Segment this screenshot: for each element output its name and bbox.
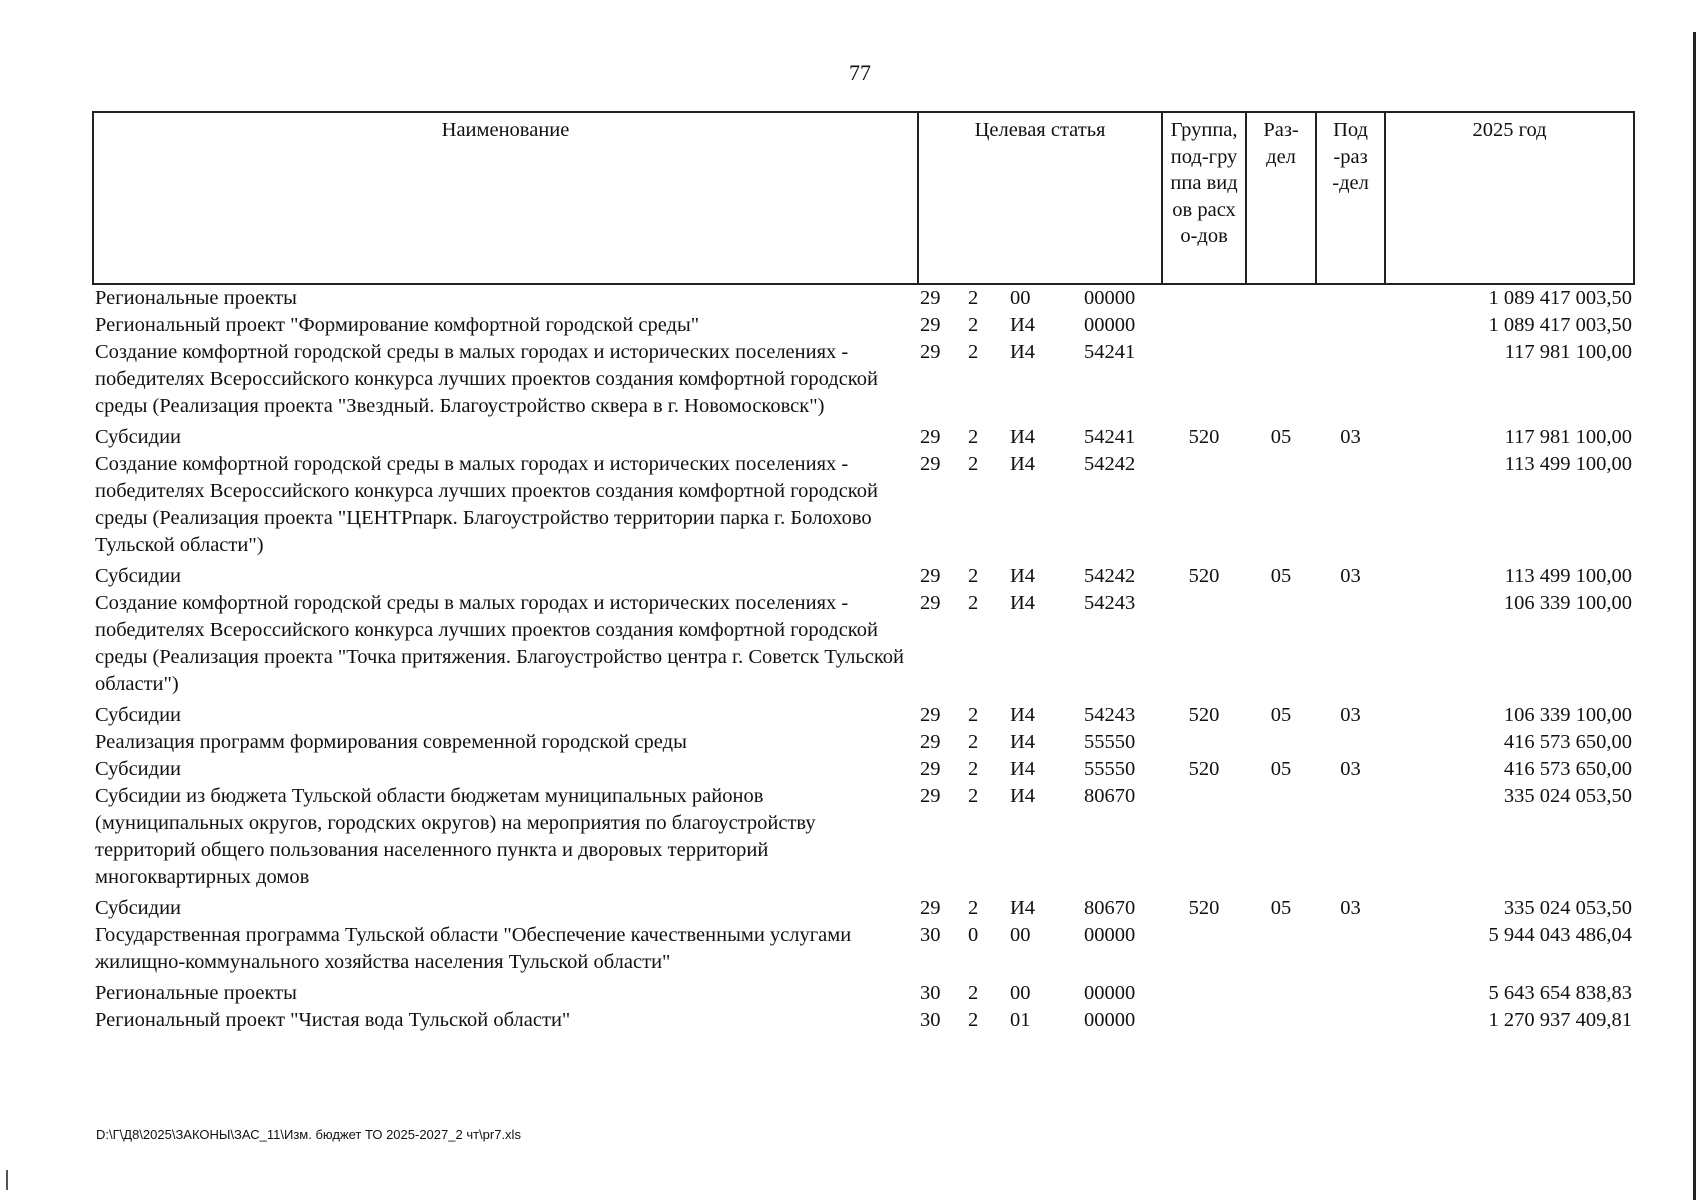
row-section — [1246, 922, 1316, 980]
row-group: 520 — [1188, 426, 1220, 448]
table-row — [93, 563, 1634, 590]
row-code-project: И4 — [1010, 731, 1036, 753]
table-row — [93, 451, 1634, 563]
row-code-project: И4 — [1010, 897, 1036, 919]
row-code-direction: 54242 — [1084, 565, 1136, 587]
row-code-program: 30 — [920, 1009, 941, 1031]
row-subsection: 03 — [1340, 897, 1361, 919]
row-amount: 113 499 100,00 — [1504, 565, 1633, 587]
table-row — [93, 756, 1634, 783]
row-code-subprogram: 2 — [968, 1009, 979, 1031]
row-section — [1246, 590, 1316, 702]
row-name: Субсидии из бюджета Тульской области бюджетам муниципальных районов (муниципальных округов, городских округов) на мероприятия по благоустройству территорий общего пользования населенного пункта и дворовых территорий многоквартирных домов — [95, 785, 816, 888]
row-name: Региональный проект "Формирование комфортной городской среды" — [95, 314, 700, 336]
row-amount: 1 089 417 003,50 — [1488, 314, 1633, 336]
header-name: Наименование — [93, 112, 918, 284]
table-row — [93, 922, 1634, 980]
row-group: 520 — [1188, 565, 1220, 587]
row-code-project: 00 — [1010, 924, 1031, 946]
row-section — [1246, 1007, 1316, 1034]
row-section: 05 — [1270, 897, 1292, 919]
row-section: 05 — [1270, 758, 1292, 780]
row-subsection: 03 — [1340, 704, 1361, 726]
row-subsection — [1316, 451, 1385, 563]
header-section-text: Раз-дел — [1263, 119, 1299, 168]
row-section — [1246, 980, 1316, 1007]
row-code-program: 29 — [920, 426, 941, 448]
row-subsection — [1316, 922, 1385, 980]
row-code-program: 29 — [920, 592, 941, 614]
row-code-direction: 00000 — [1084, 287, 1136, 309]
row-subsection — [1316, 1007, 1385, 1034]
row-code-project: 00 — [1010, 287, 1031, 309]
row-section — [1246, 312, 1316, 339]
row-group — [1162, 1007, 1246, 1034]
row-name: Субсидии — [95, 426, 182, 448]
row-code-project: И4 — [1010, 758, 1036, 780]
row-code-subprogram: 2 — [968, 785, 979, 807]
row-code-program: 29 — [920, 287, 941, 309]
row-name: Региональный проект "Чистая вода Тульской области" — [95, 1009, 571, 1031]
row-code-project: И4 — [1010, 785, 1036, 807]
row-section — [1246, 729, 1316, 756]
row-code-direction: 55550 — [1084, 758, 1136, 780]
row-subsection — [1316, 284, 1385, 312]
header-group-text: Группа, под-группа видов расхо-дов — [1170, 119, 1238, 247]
row-code-project: И4 — [1010, 704, 1036, 726]
table-row — [93, 702, 1634, 729]
row-section — [1246, 451, 1316, 563]
row-section: 05 — [1270, 565, 1292, 587]
row-section: 05 — [1270, 704, 1292, 726]
table-row — [93, 729, 1634, 756]
row-code-program: 29 — [920, 758, 941, 780]
row-code-project: И4 — [1010, 592, 1036, 614]
row-name: Субсидии — [95, 565, 182, 587]
row-name: Субсидии — [95, 897, 182, 919]
row-amount: 106 339 100,00 — [1503, 592, 1633, 614]
row-code-program: 29 — [920, 314, 941, 336]
row-amount: 335 024 053,50 — [1503, 785, 1633, 807]
row-group — [1162, 451, 1246, 563]
row-group — [1162, 783, 1246, 895]
row-subsection — [1316, 729, 1385, 756]
row-amount: 1 270 937 409,81 — [1488, 1009, 1633, 1031]
table-row — [93, 1007, 1634, 1034]
table-row — [93, 284, 1634, 312]
row-code-program: 29 — [920, 341, 941, 363]
row-group: 520 — [1188, 758, 1220, 780]
row-code-subprogram: 2 — [968, 341, 979, 363]
row-code-subprogram: 2 — [968, 731, 979, 753]
row-section — [1246, 284, 1316, 312]
row-group — [1162, 590, 1246, 702]
row-code-program: 30 — [920, 982, 941, 1004]
row-section — [1246, 339, 1316, 424]
row-amount: 416 573 650,00 — [1503, 758, 1633, 780]
row-code-direction: 54243 — [1084, 704, 1136, 726]
row-code-subprogram: 2 — [968, 704, 979, 726]
row-code-project: 00 — [1010, 982, 1031, 1004]
header-year: 2025 год — [1385, 112, 1634, 284]
row-name: Региональные проекты — [95, 287, 297, 309]
row-subsection — [1316, 590, 1385, 702]
row-subsection: 03 — [1340, 426, 1361, 448]
budget-table — [92, 111, 1635, 1034]
row-code-subprogram: 2 — [968, 426, 979, 448]
row-code-subprogram: 0 — [968, 924, 979, 946]
row-subsection — [1316, 783, 1385, 895]
row-amount: 335 024 053,50 — [1503, 897, 1633, 919]
row-section: 05 — [1270, 426, 1292, 448]
row-code-direction: 55550 — [1084, 731, 1136, 753]
row-amount: 1 089 417 003,50 — [1488, 287, 1633, 309]
table-header — [93, 112, 1634, 284]
row-amount: 117 981 100,00 — [1504, 426, 1633, 448]
row-code-project: 01 — [1010, 1009, 1031, 1031]
row-name: Создание комфортной городской среды в малых городах и исторических поселениях - победителях Всероссийского конкурса лучших проектов создания комфортной городской среды (Реализация проекта "ЦЕНТРпарк. Благоустройство территории парка г. Болохово Тульской области") — [95, 453, 878, 556]
row-code-program: 29 — [920, 785, 941, 807]
row-name: Создание комфортной городской среды в малых городах и исторических поселениях - победителях Всероссийского конкурса лучших проектов создания комфортной городской среды (Реализация проекта "Точка притяжения. Благоустройство центра г. Советск Тульской области") — [95, 592, 905, 695]
row-group — [1162, 312, 1246, 339]
row-code-direction: 54242 — [1084, 453, 1136, 475]
row-section — [1246, 783, 1316, 895]
row-code-program: 29 — [920, 565, 941, 587]
row-group — [1162, 980, 1246, 1007]
row-code-direction: 00000 — [1084, 982, 1136, 1004]
row-code-subprogram: 2 — [968, 287, 979, 309]
row-code-project: И4 — [1010, 453, 1036, 475]
row-amount: 113 499 100,00 — [1504, 453, 1633, 475]
row-code-direction: 00000 — [1084, 314, 1136, 336]
row-amount: 416 573 650,00 — [1503, 731, 1633, 753]
row-code-subprogram: 2 — [968, 592, 979, 614]
page-number: 77 — [849, 60, 871, 85]
table-body — [93, 284, 1634, 1034]
table-row — [93, 783, 1634, 895]
row-code-subprogram: 2 — [968, 897, 979, 919]
row-code-direction: 00000 — [1084, 924, 1136, 946]
row-group: 520 — [1188, 704, 1220, 726]
row-code-direction: 00000 — [1084, 1009, 1136, 1031]
row-group — [1162, 339, 1246, 424]
header-group — [1162, 112, 1246, 284]
row-code-direction: 54241 — [1084, 426, 1136, 448]
row-code-subprogram: 2 — [968, 982, 979, 1004]
row-code-subprogram: 2 — [968, 453, 979, 475]
row-name: Региональные проекты — [95, 982, 297, 1004]
row-subsection — [1316, 339, 1385, 424]
row-name: Субсидии — [95, 758, 182, 780]
row-code-direction: 54241 — [1084, 341, 1136, 363]
header-subsection-text: Под-раз-дел — [1332, 119, 1369, 194]
row-code-program: 30 — [920, 924, 941, 946]
row-subsection: 03 — [1340, 758, 1361, 780]
row-code-direction: 80670 — [1084, 785, 1136, 807]
table-row — [93, 590, 1634, 702]
row-group: 520 — [1188, 897, 1220, 919]
row-group — [1162, 284, 1246, 312]
row-subsection — [1316, 312, 1385, 339]
row-code-direction: 54243 — [1084, 592, 1136, 614]
row-code-subprogram: 2 — [968, 565, 979, 587]
row-amount: 5 643 654 838,83 — [1488, 982, 1633, 1004]
scan-margin-mark — [6, 1170, 8, 1190]
row-name: Реализация программ формирования современной городской среды — [95, 731, 687, 753]
row-group — [1162, 922, 1246, 980]
row-code-program: 29 — [920, 704, 941, 726]
row-group — [1162, 729, 1246, 756]
row-code-subprogram: 2 — [968, 758, 979, 780]
row-amount: 106 339 100,00 — [1503, 704, 1633, 726]
row-code-project: И4 — [1010, 314, 1036, 336]
row-subsection: 03 — [1340, 565, 1361, 587]
table-row — [93, 895, 1634, 922]
scan-edge-line — [1693, 32, 1696, 1200]
header-subsection — [1316, 112, 1385, 284]
row-name: Государственная программа Тульской области "Обеспечение качественными услугами жилищно-коммунального хозяйства населения Тульской области" — [95, 924, 852, 973]
row-amount: 5 944 043 486,04 — [1488, 924, 1633, 946]
row-code-project: И4 — [1010, 426, 1036, 448]
table-row — [93, 424, 1634, 451]
row-code-project: И4 — [1010, 565, 1036, 587]
header-section — [1246, 112, 1316, 284]
row-code-project: И4 — [1010, 341, 1036, 363]
file-path-footer: D:\Г\Д8\2025\ЗАКОНЫ\ЗАС_11\Изм. бюджет ТО 2025-2027_2 чт\pr7.xls — [96, 1127, 521, 1142]
table-row — [93, 980, 1634, 1007]
row-code-direction: 80670 — [1084, 897, 1136, 919]
row-code-program: 29 — [920, 453, 941, 475]
row-code-subprogram: 2 — [968, 314, 979, 336]
row-code-program: 29 — [920, 731, 941, 753]
row-code-program: 29 — [920, 897, 941, 919]
row-subsection — [1316, 980, 1385, 1007]
row-name: Создание комфортной городской среды в малых городах и исторических поселениях - победителях Всероссийского конкурса лучших проектов создания комфортной городской среды (Реализация проекта "Звездный. Благоустройство сквера в г. Новомосковск") — [95, 341, 878, 417]
table-row — [93, 339, 1634, 424]
table-row — [93, 312, 1634, 339]
header-target-article: Целевая статья — [918, 112, 1162, 284]
row-amount: 117 981 100,00 — [1504, 341, 1633, 363]
row-name: Субсидии — [95, 704, 182, 726]
